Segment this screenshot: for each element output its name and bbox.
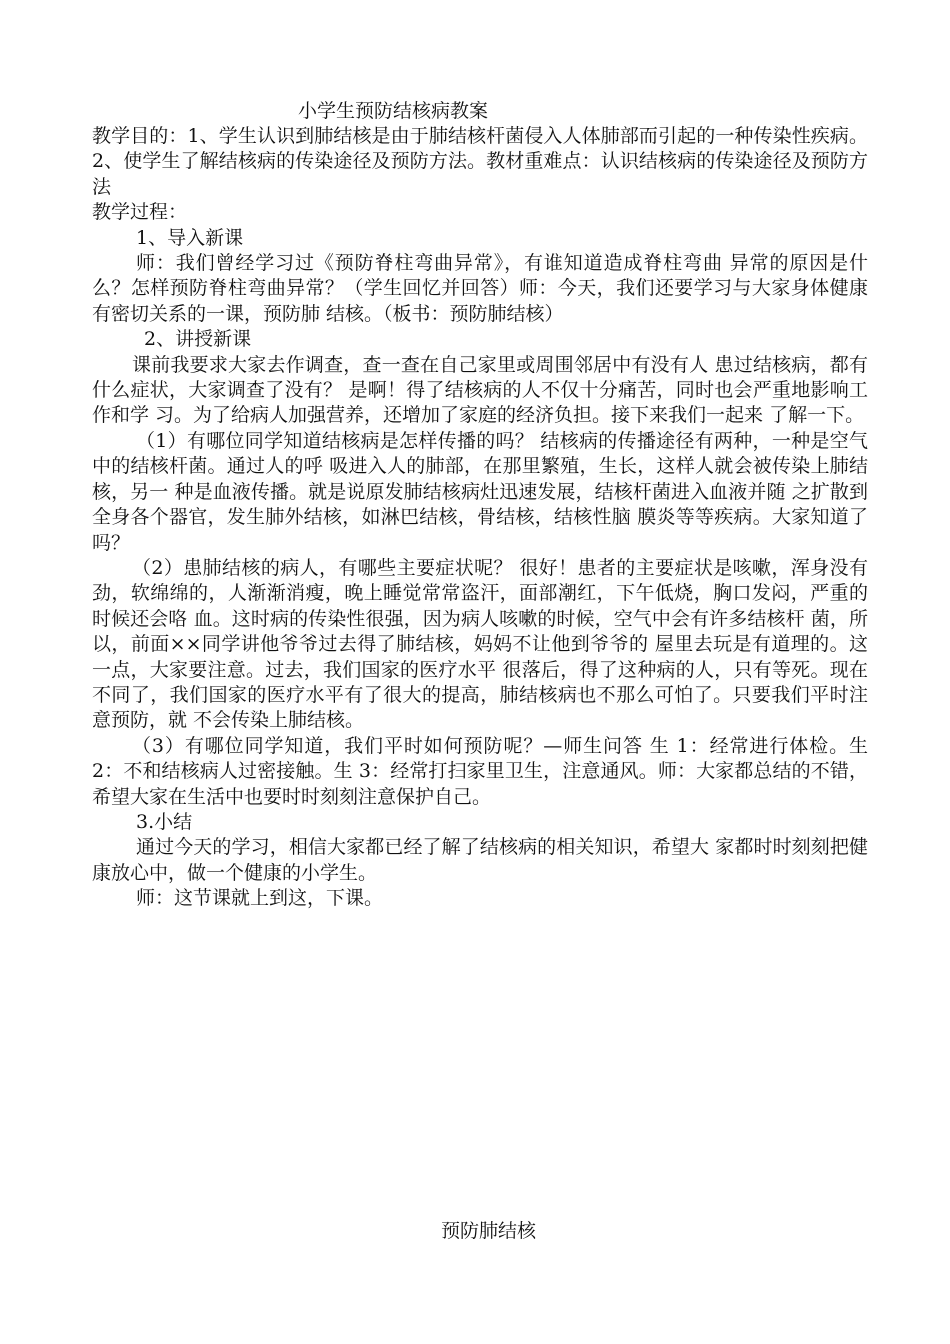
point-1-paragraph: （1）有哪位同学知道结核病是怎样传播的吗？ 结核病的传播途径有两种，一种是空气中的结核杆菌。通过人的呼 吸进入人的肺部，在那里繁殖，生长，这样人就会被传染上肺结核，另一 种是血液传播。就是说原发肺结核病灶迅速发展，结核杆菌进入血液并随 之扩散到全身各个器官，发生肺外结核，如淋巴结核，骨结核，结核性脑 膜炎等等疾病。大家知道了吗？	[92, 429, 868, 554]
page-footer: 预防肺结核	[441, 1220, 537, 1242]
point-2-paragraph: （2）患肺结核的病人，有哪些主要症状呢？ 很好！患者的主要症状是咳嗽，浑身没有劲，软绵绵的，人渐渐消瘦，晚上睡觉常常盗汗，面部潮红，下午低烧，胸口发闷，严重的时候还会咯 血。这时病的传染性很强，因为病人咳嗽的时候，空气中会有许多结核杆 菌，所以，前面××同学讲他爷爷过去得了肺结核，妈妈不让他到爷爷的 屋里去玩是有道理的。这一点，大家要注意。过去，我们国家的医疗水平 很落后，得了这种病的人，只有等死。现在不同了，我们国家的医疗水平有了很大的提高，肺结核病也不那么可怕了。只要我们平时注意预防，就 不会传染上肺结核。	[92, 556, 868, 732]
section-heading-summary: 3.小结	[136, 810, 193, 833]
document-body	[92, 124, 868, 912]
teaching-process-label: 教学过程：	[92, 201, 188, 224]
section-heading-new-lesson: 2、讲授新课	[144, 328, 252, 351]
teaching-objective-paragraph: 教学目的：1、学生认识到肺结核是由于肺结核杆菌侵入人体肺部而引起的一种传染性疾病。2、使学生了解结核病的传染途径及预防方法。教材重难点：认识结核病的传染途径及预防方法	[92, 125, 868, 198]
summary-paragraph: 通过今天的学习，相信大家都已经了解了结核病的相关知识，希望大 家都时时刻刻把健康放心中，做一个健康的小学生。	[92, 836, 868, 884]
introduction-paragraph: 师：我们曾经学习过《预防脊柱弯曲异常》，有谁知道造成脊柱弯曲 异常的原因是什么？怎样预防脊柱弯曲异常？（学生回忆并回答）师：今天，我们还要学习与大家身体健康有密切关系的一课，预防肺 结核。（板书：预防肺结核）	[92, 252, 868, 325]
point-3-paragraph: （3）有哪位同学知道，我们平时如何预防呢？—师生问答 生 1：经常进行体检。生 2：不和结核病人过密接触。生 3：经常打扫家里卫生，注意通风。师：大家都总结的不错，希望大家在生活中也要时时刻刻注意保护自己。	[92, 734, 868, 808]
new-lesson-intro-paragraph: 课前我要求大家去作调查，查一查在自己家里或周围邻居中有没有人 患过结核病，都有什么症状，大家调查了没有？ 是啊！得了结核病的人不仅十分痛苦，同时也会严重地影响工作和学 习。为了给病人加强营养，还增加了家庭的经济负担。接下来我们一起来 了解一下。	[92, 353, 868, 427]
section-heading-introduction: 1、导入新课	[136, 226, 244, 249]
closing-paragraph: 师：这节课就上到这，下课。	[136, 887, 384, 910]
document-title: 小学生预防结核病教案	[298, 100, 489, 122]
